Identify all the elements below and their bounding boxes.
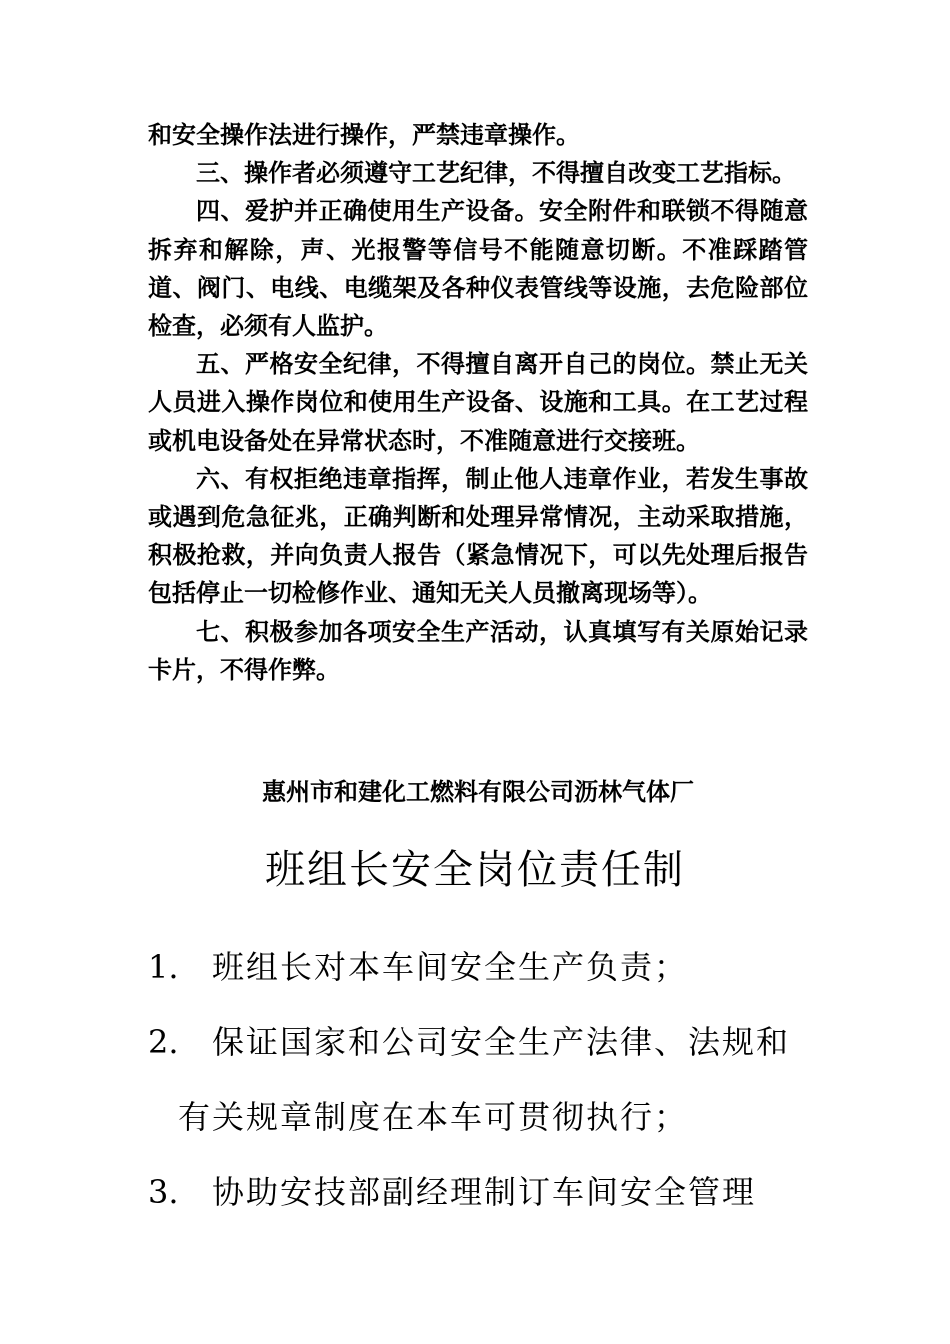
paragraph-item-3: 三、操作者必须遵守工艺纪律，不得擅自改变工艺指标。 xyxy=(196,158,796,188)
responsibility-list xyxy=(148,930,818,1230)
company-name: 惠州市和建化工燃料有限公司沥林气体厂 xyxy=(262,777,694,806)
document-title: 班组长安全岗位责任制 xyxy=(265,847,685,893)
list-item-text: 协助安技部副经理制订车间安全管理 xyxy=(212,1173,757,1211)
list-item xyxy=(148,1005,818,1080)
list-item-number: 1. xyxy=(148,948,179,986)
paragraph-item-4: 四、爱护并正确使用生产设备。安全附件和联锁不得随意拆弃和解除，声、光报警等信号不能随意切断。不准踩踏管道、阀门、电线、电缆架及各种仪表管线等设施，去危险部位检查，必须有人监护。 xyxy=(148,196,808,341)
list-item-text: 保证国家和公司安全生产法律、法规和 xyxy=(212,1023,791,1061)
paragraph-continuation: 和安全操作法进行操作，严禁违章操作。 xyxy=(148,120,580,149)
list-item-number: 3. xyxy=(148,1173,179,1211)
list-item-text: 班组长对本车间安全生产负责； xyxy=(212,948,689,986)
body-text xyxy=(148,116,808,689)
list-item xyxy=(148,930,818,1005)
paragraph-item-7: 七、积极参加各项安全生产活动，认真填写有关原始记录卡片，不得作弊。 xyxy=(148,616,808,684)
list-item xyxy=(148,1155,818,1230)
paragraph-item-5: 五、严格安全纪律，不得擅自离开自己的岗位。禁止无关人员进入操作岗位和使用生产设备、设施和工具。在工艺过程或机电设备处在异常状态时，不准随意进行交接班。 xyxy=(148,349,808,455)
list-item-continuation: 有关规章制度在本车可贯彻执行； xyxy=(178,1098,689,1136)
list-item-number: 2. xyxy=(148,1023,179,1061)
paragraph-item-6: 六、有权拒绝违章指挥，制止他人违章作业，若发生事故或遇到危急征兆，正确判断和处理异常情况，主动采取措施，积极抢救，并向负责人报告（紧急情况下，可以先处理后报告包括停止一切检修作业、通知无关人员撤离现场等）。 xyxy=(148,463,808,608)
